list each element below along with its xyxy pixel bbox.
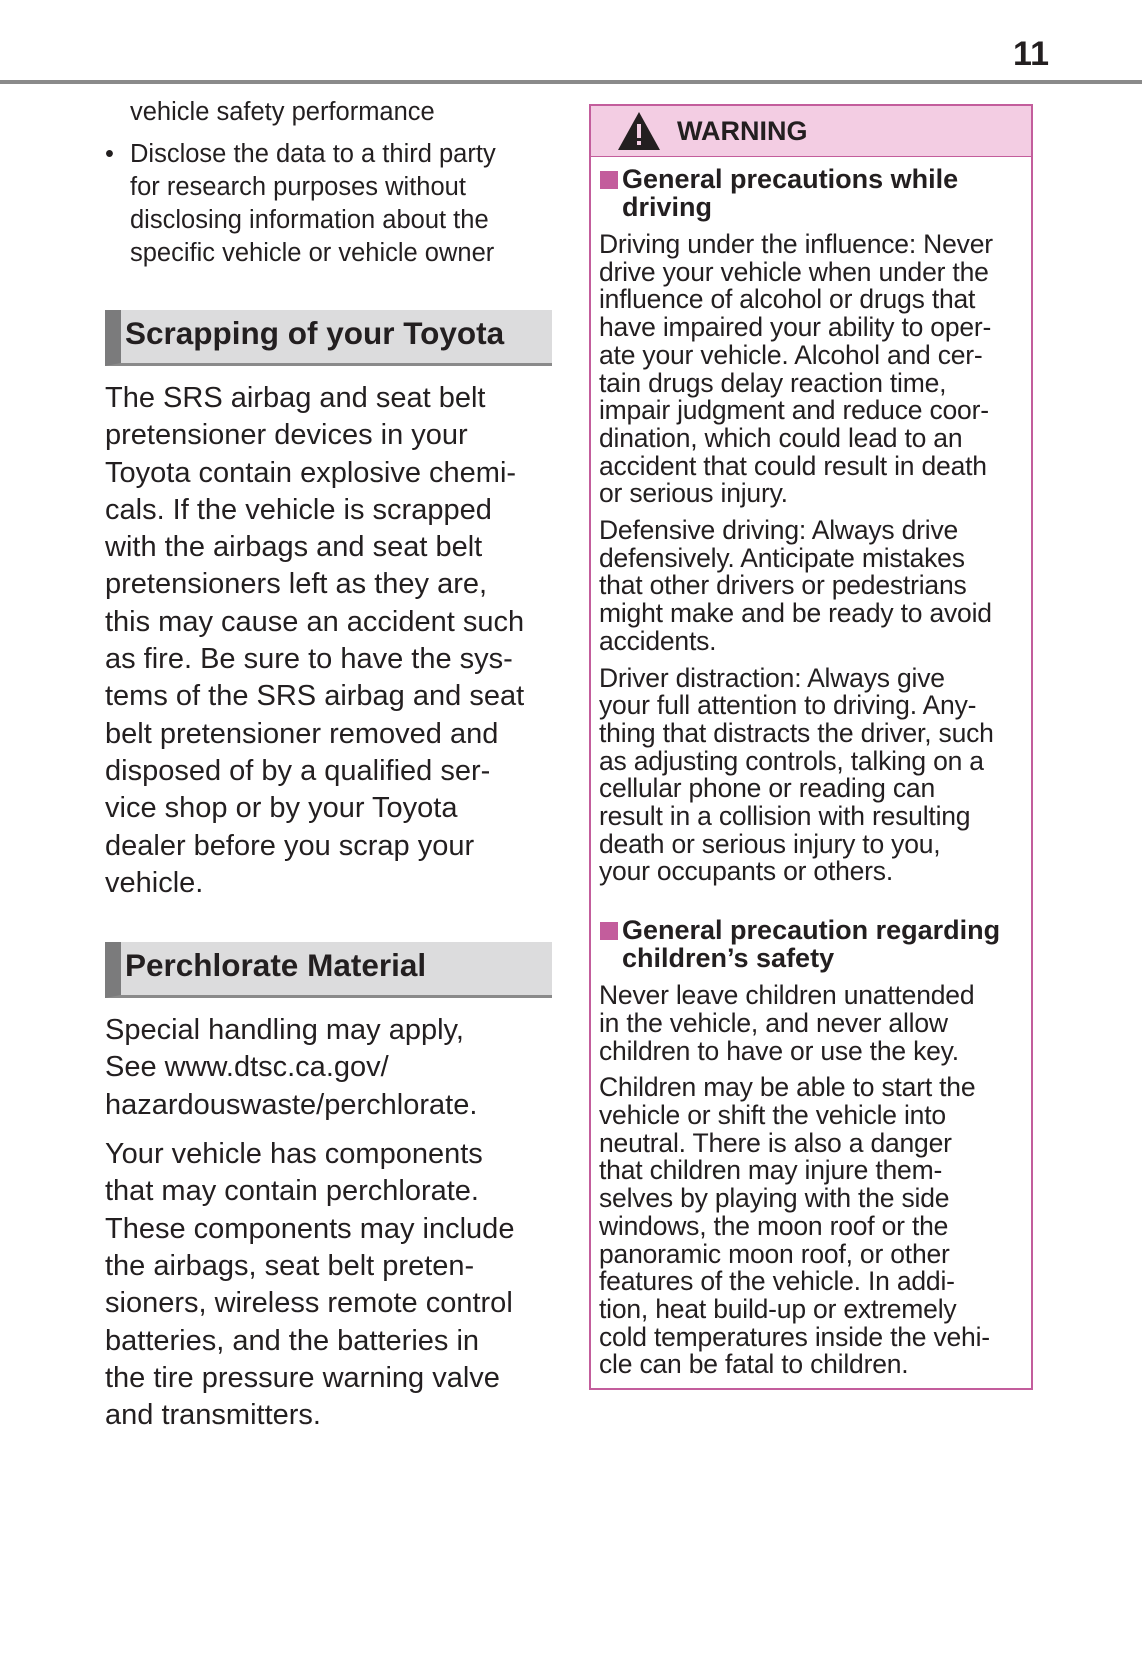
text-line: tion, heat build-up or extremely	[599, 1293, 957, 1324]
text-line: and transmitters.	[105, 1399, 321, 1432]
text-line: windows, the moon roof or the	[599, 1210, 949, 1241]
warning-paragraph	[599, 662, 1017, 887]
text-line: hazardouswaste/perchlorate.	[105, 1088, 478, 1121]
warning-subheading-children	[599, 916, 1017, 972]
warning-paragraph	[599, 1074, 1017, 1379]
text-line: dealer before you scrap your	[105, 829, 475, 862]
text-line: Driving under the influence: Never	[599, 229, 993, 259]
text-line: The SRS airbag and seat belt	[105, 382, 486, 414]
text-line: sioners, wireless remote control	[105, 1287, 513, 1320]
continuation-line: vehicle safety performance	[130, 98, 435, 126]
bullet-dot: •	[105, 140, 114, 168]
warning-paragraph	[599, 231, 1017, 508]
text-line: Toyota contain explosive chemi-	[105, 456, 517, 489]
text-line: the airbags, seat belt preten-	[105, 1249, 475, 1282]
text-line: with the airbags and seat belt	[105, 531, 483, 564]
bullet-line: Disclose the data to a third party	[130, 140, 496, 168]
warning-paragraph	[599, 517, 1017, 656]
page-number: 11	[1013, 35, 1049, 73]
text-line: that children may injure them-	[599, 1155, 943, 1186]
text-line: defensively. Anticipate mistakes	[599, 542, 965, 573]
text-line: have impaired your ability to oper-	[599, 312, 992, 343]
text-line: These components may include	[105, 1212, 515, 1245]
text-line: See www.dtsc.ca.gov/	[105, 1051, 389, 1084]
text-line: cals. If the vehicle is scrapped	[105, 493, 492, 526]
text-line: impair judgment and reduce coor-	[599, 395, 989, 426]
text-line: cold temperatures inside the vehi-	[599, 1321, 990, 1352]
warning-header	[591, 106, 1031, 157]
text-line: neutral. There is also a danger	[599, 1127, 952, 1158]
text-line: might make and be ready to avoid	[599, 598, 992, 629]
warning-title: WARNING	[677, 115, 808, 146]
text-line: accidents.	[599, 625, 717, 656]
text-line: Defensive driving: Always drive	[599, 515, 959, 546]
text-line: selves by playing with the side	[599, 1183, 950, 1214]
text-line: pretensioner devices in your	[105, 419, 468, 452]
text-line: tain drugs delay reaction time,	[599, 367, 947, 398]
text-line: belt pretensioner removed and	[105, 717, 499, 750]
text-line: vehicle.	[105, 866, 204, 899]
warning-triangle-icon	[617, 111, 661, 151]
text-line: as fire. Be sure to have the sys-	[105, 643, 513, 676]
text-line: vehicle or shift the vehicle into	[599, 1099, 946, 1130]
section-heading-text: Scrapping of your Toyota	[125, 315, 505, 351]
text-line: panoramic moon roof, or other	[599, 1238, 950, 1269]
bullet-line: specific vehicle or vehicle owner	[130, 239, 495, 267]
text-line: pretensioners left as they are,	[105, 568, 488, 601]
text-line: that may contain perchlorate.	[105, 1175, 479, 1208]
square-bullet-icon	[600, 171, 618, 189]
text-line: Special handling may apply,	[105, 1014, 464, 1047]
section-heading-perchlorate	[105, 942, 552, 998]
warning-subheading-driving	[599, 165, 1017, 221]
subheading-line: General precaution regarding	[622, 915, 1001, 946]
warning-box	[589, 104, 1033, 1390]
text-line: cellular phone or reading can	[599, 773, 935, 804]
text-line: features of the vehicle. In addi-	[599, 1266, 955, 1297]
warning-paragraph	[599, 982, 1017, 1065]
left-column	[105, 96, 552, 1434]
section-heading-scrapping	[105, 310, 552, 366]
text-line: vice shop or by your Toyota	[105, 792, 458, 825]
subheading-line: children’s safety	[622, 943, 835, 974]
bullet-line: disclosing information about the	[130, 206, 489, 234]
text-line: batteries, and the batteries in	[105, 1324, 480, 1357]
text-line: or serious injury.	[599, 478, 788, 509]
section-heading-text: Perchlorate Material	[125, 947, 427, 984]
text-line: drive your vehicle when under the	[599, 256, 989, 287]
text-line: that other drivers or pedestrians	[599, 570, 967, 601]
text-line: accident that could result in death	[599, 450, 987, 481]
text-line: cle can be fatal to children.	[599, 1349, 909, 1380]
text-line: Driver distraction: Always give	[599, 662, 945, 693]
header-rule	[0, 80, 1142, 84]
bullet-line: for research purposes without	[130, 173, 466, 201]
text-line: in the vehicle, and never allow	[599, 1007, 948, 1038]
text-line: dination, which could lead to an	[599, 422, 963, 453]
text-line: Never leave children unattended	[599, 980, 975, 1011]
text-line: this may cause an accident such	[105, 605, 525, 638]
warning-content	[591, 157, 1031, 1379]
text-line: your full attention to driving. Any-	[599, 690, 977, 721]
text-line: ate your vehicle. Alcohol and cer-	[599, 339, 983, 370]
text-line: result in a collision with resulting	[599, 801, 971, 832]
text-line: the tire pressure warning valve	[105, 1361, 500, 1394]
square-bullet-icon	[600, 922, 618, 940]
text-line: disposed of by a qualified ser-	[105, 754, 491, 787]
subheading-line: General precautions while	[622, 164, 959, 194]
text-line: thing that distracts the driver, such	[599, 717, 994, 748]
perchlorate-paragraph-2	[105, 1136, 552, 1434]
subheading-line: driving	[622, 192, 713, 222]
scrapping-paragraph	[105, 380, 552, 902]
text-line: Children may be able to start the	[599, 1072, 976, 1103]
bullet-item	[105, 138, 552, 270]
text-line: Your vehicle has components	[105, 1138, 483, 1171]
text-line: death or serious injury to you,	[599, 828, 941, 859]
bullet-text	[130, 138, 552, 270]
text-line: influence of alcohol or drugs that	[599, 284, 976, 315]
text-line: children to have or use the key.	[599, 1035, 959, 1066]
text-line: as adjusting controls, talking on a	[599, 745, 984, 776]
perchlorate-paragraph-1	[105, 1012, 552, 1124]
text-line: tems of the SRS airbag and seat	[105, 680, 525, 713]
text-line: your occupants or others.	[599, 856, 894, 887]
